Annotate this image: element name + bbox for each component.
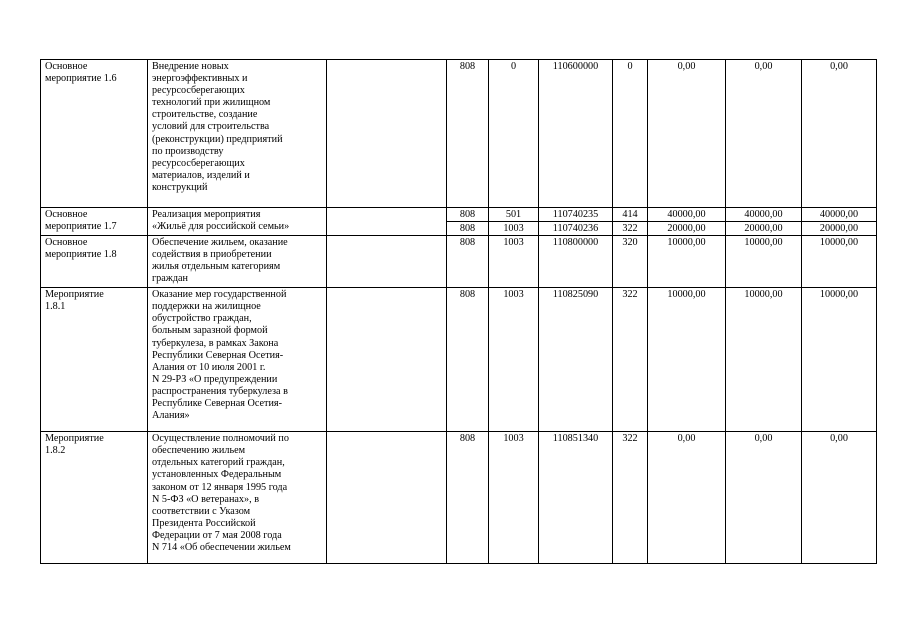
value-year1-cell: 20000,00: [648, 222, 726, 236]
value-year2-cell: 0,00: [726, 60, 802, 208]
grbs-cell: 808: [447, 208, 489, 222]
grbs-cell: 808: [447, 288, 489, 432]
rzpr-cell: 0: [489, 60, 539, 208]
blank-cell: [327, 236, 447, 288]
value-year3-cell: 20000,00: [802, 222, 877, 236]
table-body: [41, 60, 877, 564]
rzpr-cell: 1003: [489, 432, 539, 564]
blank-cell: [327, 432, 447, 564]
blank-cell: [327, 288, 447, 432]
row-name-cell: Обеспечение жильем, оказание содействия в приобретении жилья отдельным категориям граждан: [148, 236, 327, 288]
vr-cell: 320: [613, 236, 648, 288]
rzpr-cell: 1003: [489, 222, 539, 236]
grbs-cell: 808: [447, 222, 489, 236]
row-code-cell: Основное мероприятие 1.8: [41, 236, 148, 288]
value-year2-cell: 20000,00: [726, 222, 802, 236]
vr-cell: 322: [613, 222, 648, 236]
table-row: [41, 60, 877, 208]
vr-cell: 0: [613, 60, 648, 208]
value-year1-cell: 0,00: [648, 60, 726, 208]
value-year3-cell: 10000,00: [802, 288, 877, 432]
value-year2-cell: 10000,00: [726, 236, 802, 288]
value-year2-cell: 0,00: [726, 432, 802, 564]
value-year1-cell: 0,00: [648, 432, 726, 564]
table-row: [41, 208, 877, 222]
vr-cell: 322: [613, 288, 648, 432]
row-code-cell: Основное мероприятие 1.7: [41, 208, 148, 236]
row-name-cell: Осуществление полномочий по обеспечению жильем отдельных категорий граждан, установленных Федеральным законом от 12 января 1995 года N 5-ФЗ «О ветеранах», в соответствии с Указом Президента Российской Федерации от 7 мая 2008 года N 714 «Об обеспечении жильем: [148, 432, 327, 564]
vr-cell: 414: [613, 208, 648, 222]
blank-cell: [327, 60, 447, 208]
rzpr-cell: 1003: [489, 236, 539, 288]
row-name-cell: Реализация мероприятия «Жильё для российской семьи»: [148, 208, 327, 236]
value-year1-cell: 10000,00: [648, 236, 726, 288]
row-name-cell: Оказание мер государственной поддержки на жилищное обустройство граждан, больным заразной формой туберкулеза, в рамках Закона Республики Северная Осетия- Алания от 10 июля 2001 г. N 29-РЗ «О предупреждении распространения туберкулеза в Республике Северная Осетия- Алания»: [148, 288, 327, 432]
rzpr-cell: 501: [489, 208, 539, 222]
row-code-cell: Основное мероприятие 1.6: [41, 60, 148, 208]
value-year3-cell: 10000,00: [802, 236, 877, 288]
value-year3-cell: 0,00: [802, 432, 877, 564]
vr-cell: 322: [613, 432, 648, 564]
csr-cell: 110825090: [539, 288, 613, 432]
csr-cell: 110800000: [539, 236, 613, 288]
grbs-cell: 808: [447, 60, 489, 208]
table-row: [41, 236, 877, 288]
row-code-cell: Мероприятие 1.8.1: [41, 288, 148, 432]
value-year1-cell: 40000,00: [648, 208, 726, 222]
grbs-cell: 808: [447, 432, 489, 564]
rzpr-cell: 1003: [489, 288, 539, 432]
blank-cell: [327, 208, 447, 236]
value-year2-cell: 40000,00: [726, 208, 802, 222]
csr-cell: 110740236: [539, 222, 613, 236]
table-row: [41, 288, 877, 432]
value-year3-cell: 0,00: [802, 60, 877, 208]
grbs-cell: 808: [447, 236, 489, 288]
value-year2-cell: 10000,00: [726, 288, 802, 432]
csr-cell: 110600000: [539, 60, 613, 208]
budget-table: [40, 59, 877, 564]
row-code-cell: Мероприятие 1.8.2: [41, 432, 148, 564]
table-row: [41, 432, 877, 564]
csr-cell: 110851340: [539, 432, 613, 564]
value-year3-cell: 40000,00: [802, 208, 877, 222]
csr-cell: 110740235: [539, 208, 613, 222]
row-name-cell: Внедрение новых энергоэффективных и ресурсосберегающих технологий при жилищном строительстве, создание условий для строительства (реконструкции) предприятий по производству ресурсосберегающих материалов, изделий и конструкций: [148, 60, 327, 208]
value-year1-cell: 10000,00: [648, 288, 726, 432]
